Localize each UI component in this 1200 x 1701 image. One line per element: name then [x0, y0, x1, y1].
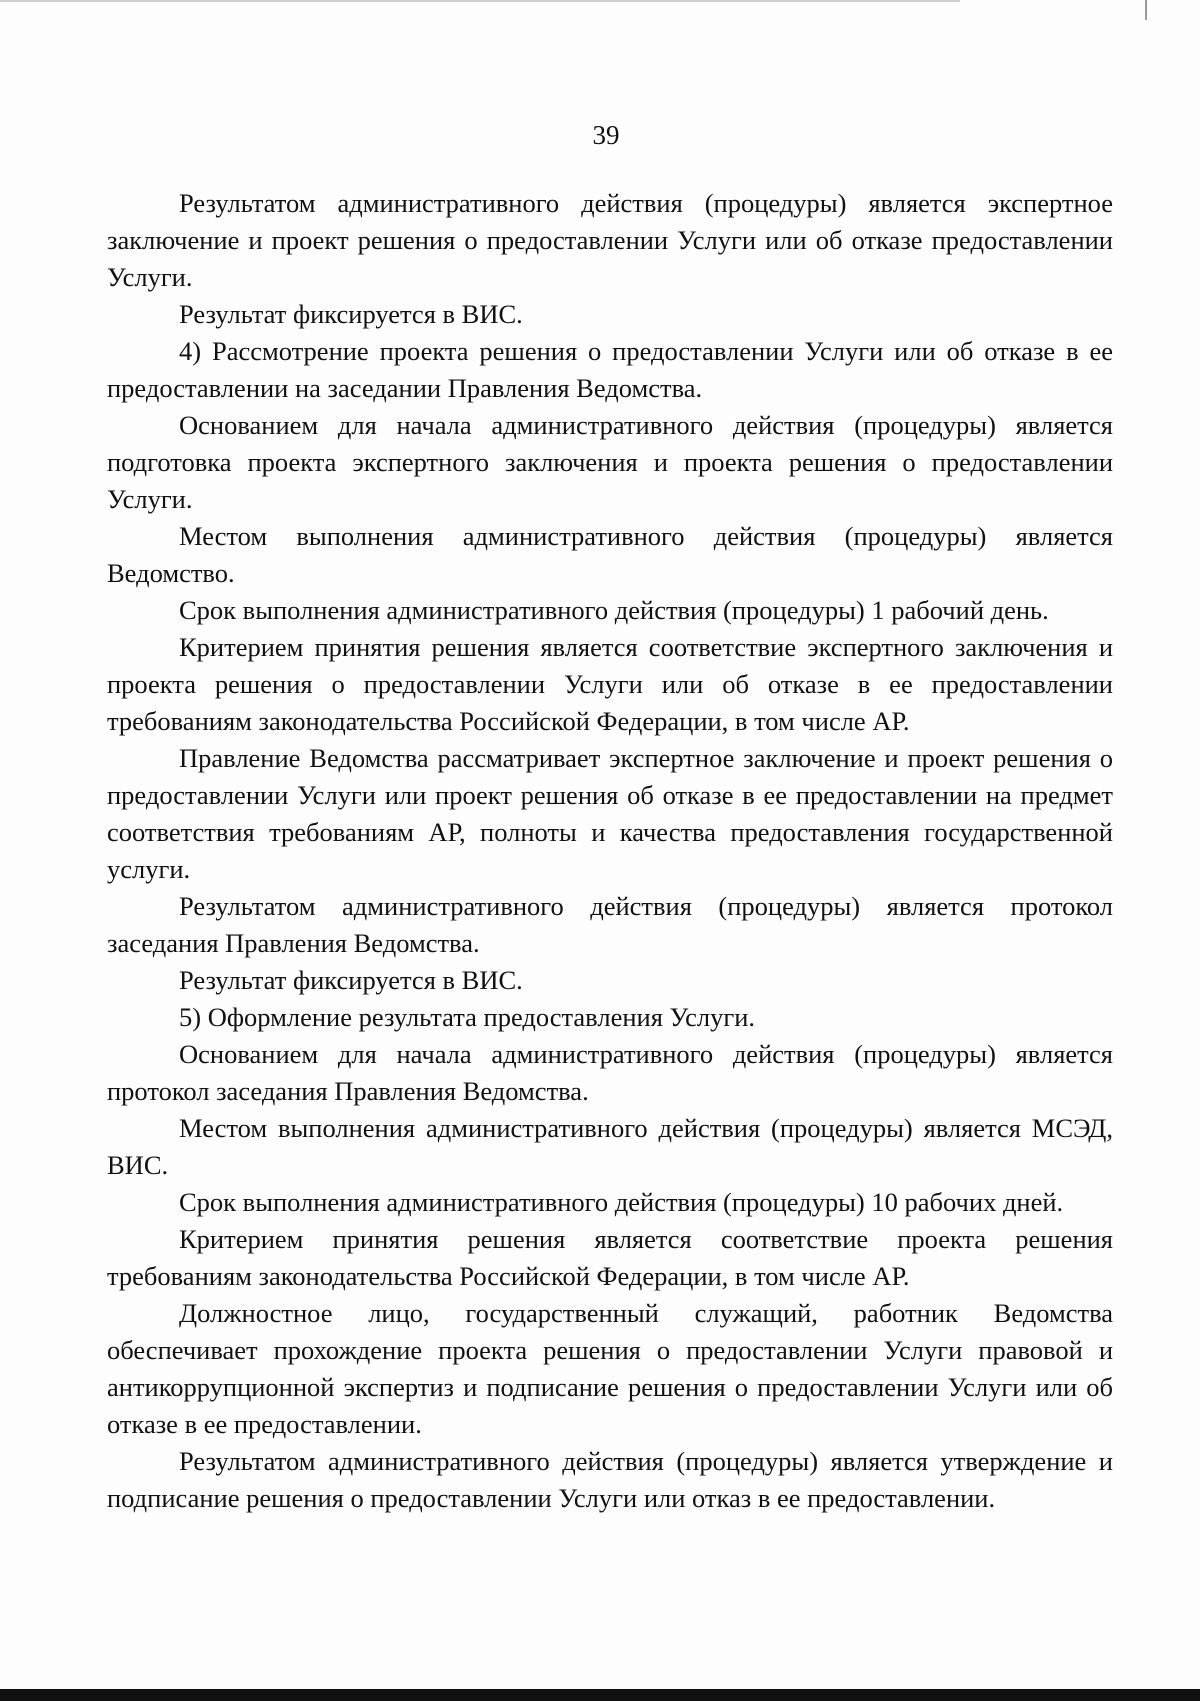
- document-body: [107, 185, 1113, 1517]
- paragraph-result-recorded-vis: Результат фиксируется в ВИС.: [179, 299, 523, 329]
- scan-edge-mark-right: [1145, 0, 1147, 20]
- paragraph-board-review: Правление Ведомства рассматривает экспертное заключение и проект решения о предоставлении Услуги или проект решения об отказе в ее предоставлении на предмет соответствия требованиям АР, полноты и качества предоставления государственной услуги.: [107, 743, 1113, 884]
- paragraph-step-5-criterion: Критерием принятия решения является соответствие проекта решения требованиям законодательства Российской Федерации, в том числе АР.: [107, 1224, 1113, 1291]
- scan-edge-bar-bottom: [0, 1689, 1200, 1701]
- paragraph-step-5-result: Результатом административного действия (процедуры) является утверждение и подписание решения о предоставлении Услуги или отказ в ее предоставлении.: [107, 1446, 1113, 1513]
- paragraph-step-4-term: Срок выполнения административного действия (процедуры) 1 рабочий день.: [179, 595, 1049, 625]
- paragraph-step-4-result: Результатом административного действия (процедуры) является протокол заседания Правления Ведомства.: [107, 891, 1113, 958]
- paragraph-step-5-heading: 5) Оформление результата предоставления Услуги.: [179, 1002, 755, 1032]
- scan-edge-line-top: [0, 0, 960, 2]
- paragraph-result-expert-conclusion: Результатом административного действия (процедуры) является экспертное заключение и проект решения о предоставлении Услуги или об отказе предоставлении Услуги.: [107, 188, 1113, 292]
- paragraph-step-5-term: Срок выполнения административного действия (процедуры) 10 рабочих дней.: [179, 1187, 1064, 1217]
- paragraph-step-4-recorded-vis: Результат фиксируется в ВИС.: [179, 965, 523, 995]
- paragraph-step-5-place: Местом выполнения административного действия (процедуры) является МСЭД, ВИС.: [107, 1113, 1113, 1180]
- paragraph-step-5-basis: Основанием для начала административного действия (процедуры) является протокол заседания Правления Ведомства.: [107, 1039, 1113, 1106]
- paragraph-step-4-place: Местом выполнения административного действия (процедуры) является Ведомство.: [107, 521, 1113, 588]
- paragraph-step-4-criterion: Критерием принятия решения является соответствие экспертного заключения и проекта решения о предоставлении Услуги или об отказе в ее предоставлении требованиям законодательства Российской Федерации, в том числе АР.: [107, 632, 1113, 736]
- paragraph-official-duties: Должностное лицо, государственный служащий, работник Ведомства обеспечивает прохождение проекта решения о предоставлении Услуги правовой и антикоррупционной экспертиз и подписание решения о предоставлении Услуги или об отказе в ее предоставлении.: [107, 1298, 1113, 1439]
- paragraph-step-4-basis: Основанием для начала административного действия (процедуры) является подготовка проекта экспертного заключения и проекта решения о предоставлении Услуги.: [107, 410, 1113, 514]
- page-number: 39: [592, 120, 620, 150]
- paragraph-step-4-heading: 4) Рассмотрение проекта решения о предоставлении Услуги или об отказе в ее предоставлении на заседании Правления Ведомства.: [107, 336, 1113, 403]
